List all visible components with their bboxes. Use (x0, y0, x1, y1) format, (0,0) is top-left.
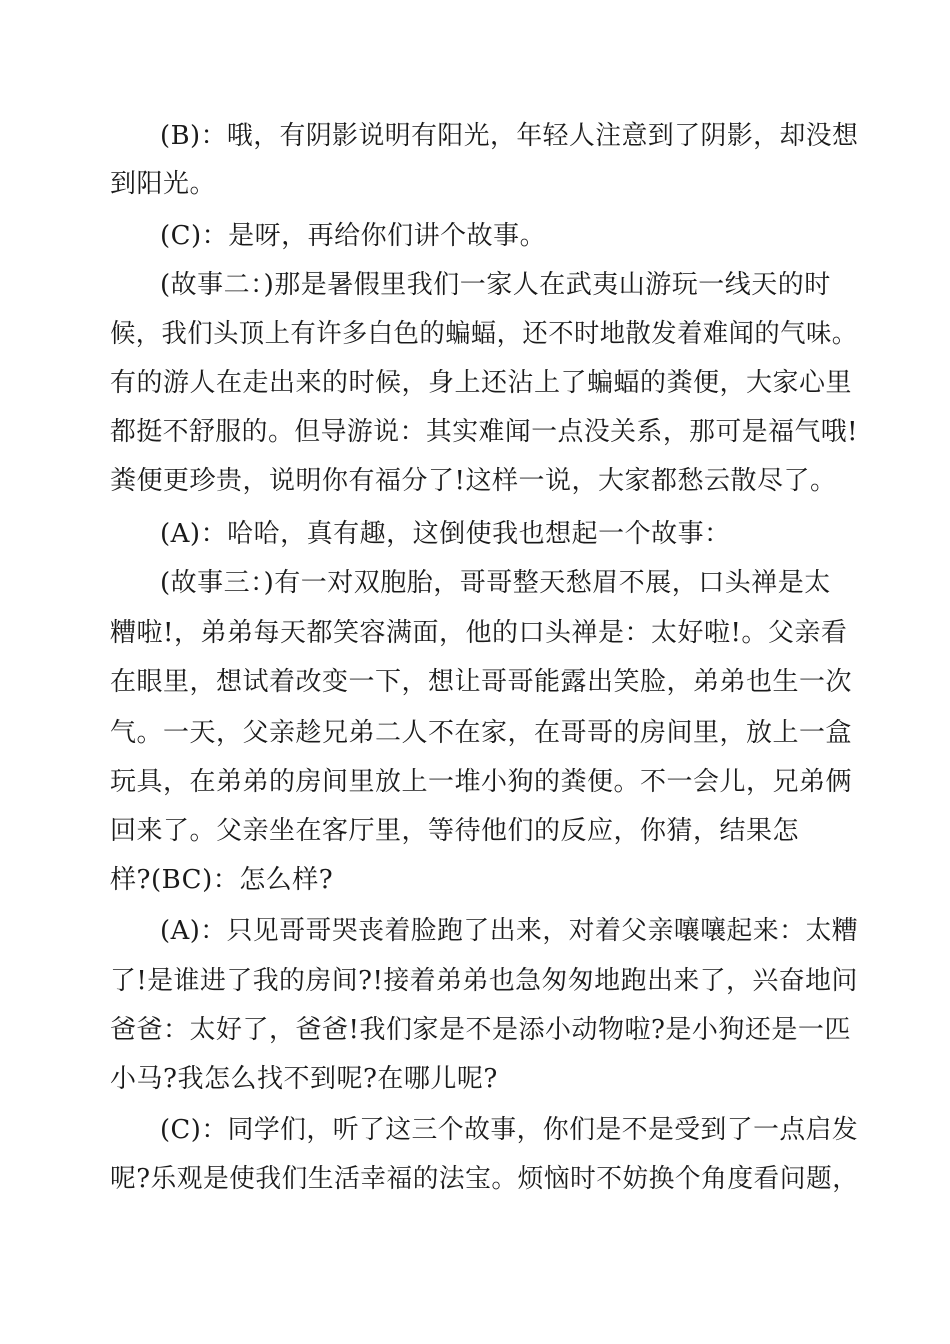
text-line: 了!是谁进了我的房间?!接着弟弟也急匆匆地跑出来了，兴奋地问 (110, 966, 858, 996)
text-line: 气。一天，父亲趁兄弟二人不在家，在哥哥的房间里，放上一盒 (110, 718, 853, 748)
text-line: 小马?我怎么找不到呢?在哪儿呢? (110, 1064, 498, 1094)
text-line: 到阳光。 (110, 169, 217, 199)
text-line: 都挺不舒服的。但导游说：其实难闻一点没关系，那可是福气哦! (110, 417, 858, 447)
text-line: 样?(BC)：怎么样? (110, 865, 334, 895)
text-line: (B)：哦，有阴影说明有阳光，年轻人注意到了阴影，却没想 (160, 121, 859, 151)
text-line: 玩具，在弟弟的房间里放上一堆小狗的粪便。不一会儿，兄弟俩 (110, 767, 853, 797)
text-line: 候，我们头顶上有许多白色的蝙蝠，还不时地散发着难闻的气味。 (110, 319, 858, 349)
text-line: 爸爸：太好了，爸爸!我们家是不是添小动物啦?是小狗还是一匹 (110, 1015, 851, 1045)
text-line: (故事三：)有一对双胞胎，哥哥整天愁眉不展，口头禅是太 (160, 568, 831, 598)
text-line: 粪便更珍贵，说明你有福分了!这样一说，大家都愁云散尽了。 (110, 466, 837, 496)
text-line: 回来了。父亲坐在客厅里，等待他们的反应，你猜，结果怎 (110, 816, 800, 846)
text-line: (C)：同学们，听了这三个故事，你们是不是受到了一点启发 (160, 1115, 859, 1145)
text-line: (C)：是呀，再给你们讲个故事。 (160, 221, 547, 251)
text-line: (A)：只见哥哥哭丧着脸跑了出来，对着父亲嚷嚷起来：太糟 (160, 916, 859, 946)
text-line: 糟啦!，弟弟每天都笑容满面，他的口头禅是：太好啦!。父亲看 (110, 618, 848, 648)
text-line: (故事二：)那是暑假里我们一家人在武夷山游玩一线天的时 (160, 270, 831, 300)
text-line: (A)：哈哈，真有趣，这倒使我也想起一个故事： (160, 519, 731, 549)
text-line: 有的游人在走出来的时候，身上还沾上了蝙蝠的粪便，大家心里 (110, 368, 853, 398)
text-line: 呢?乐观是使我们生活幸福的法宝。烦恼时不妨换个角度看问题， (110, 1164, 859, 1194)
text-line: 在眼里，想试着改变一下，想让哥哥能露出笑脸，弟弟也生一次 (110, 667, 853, 697)
